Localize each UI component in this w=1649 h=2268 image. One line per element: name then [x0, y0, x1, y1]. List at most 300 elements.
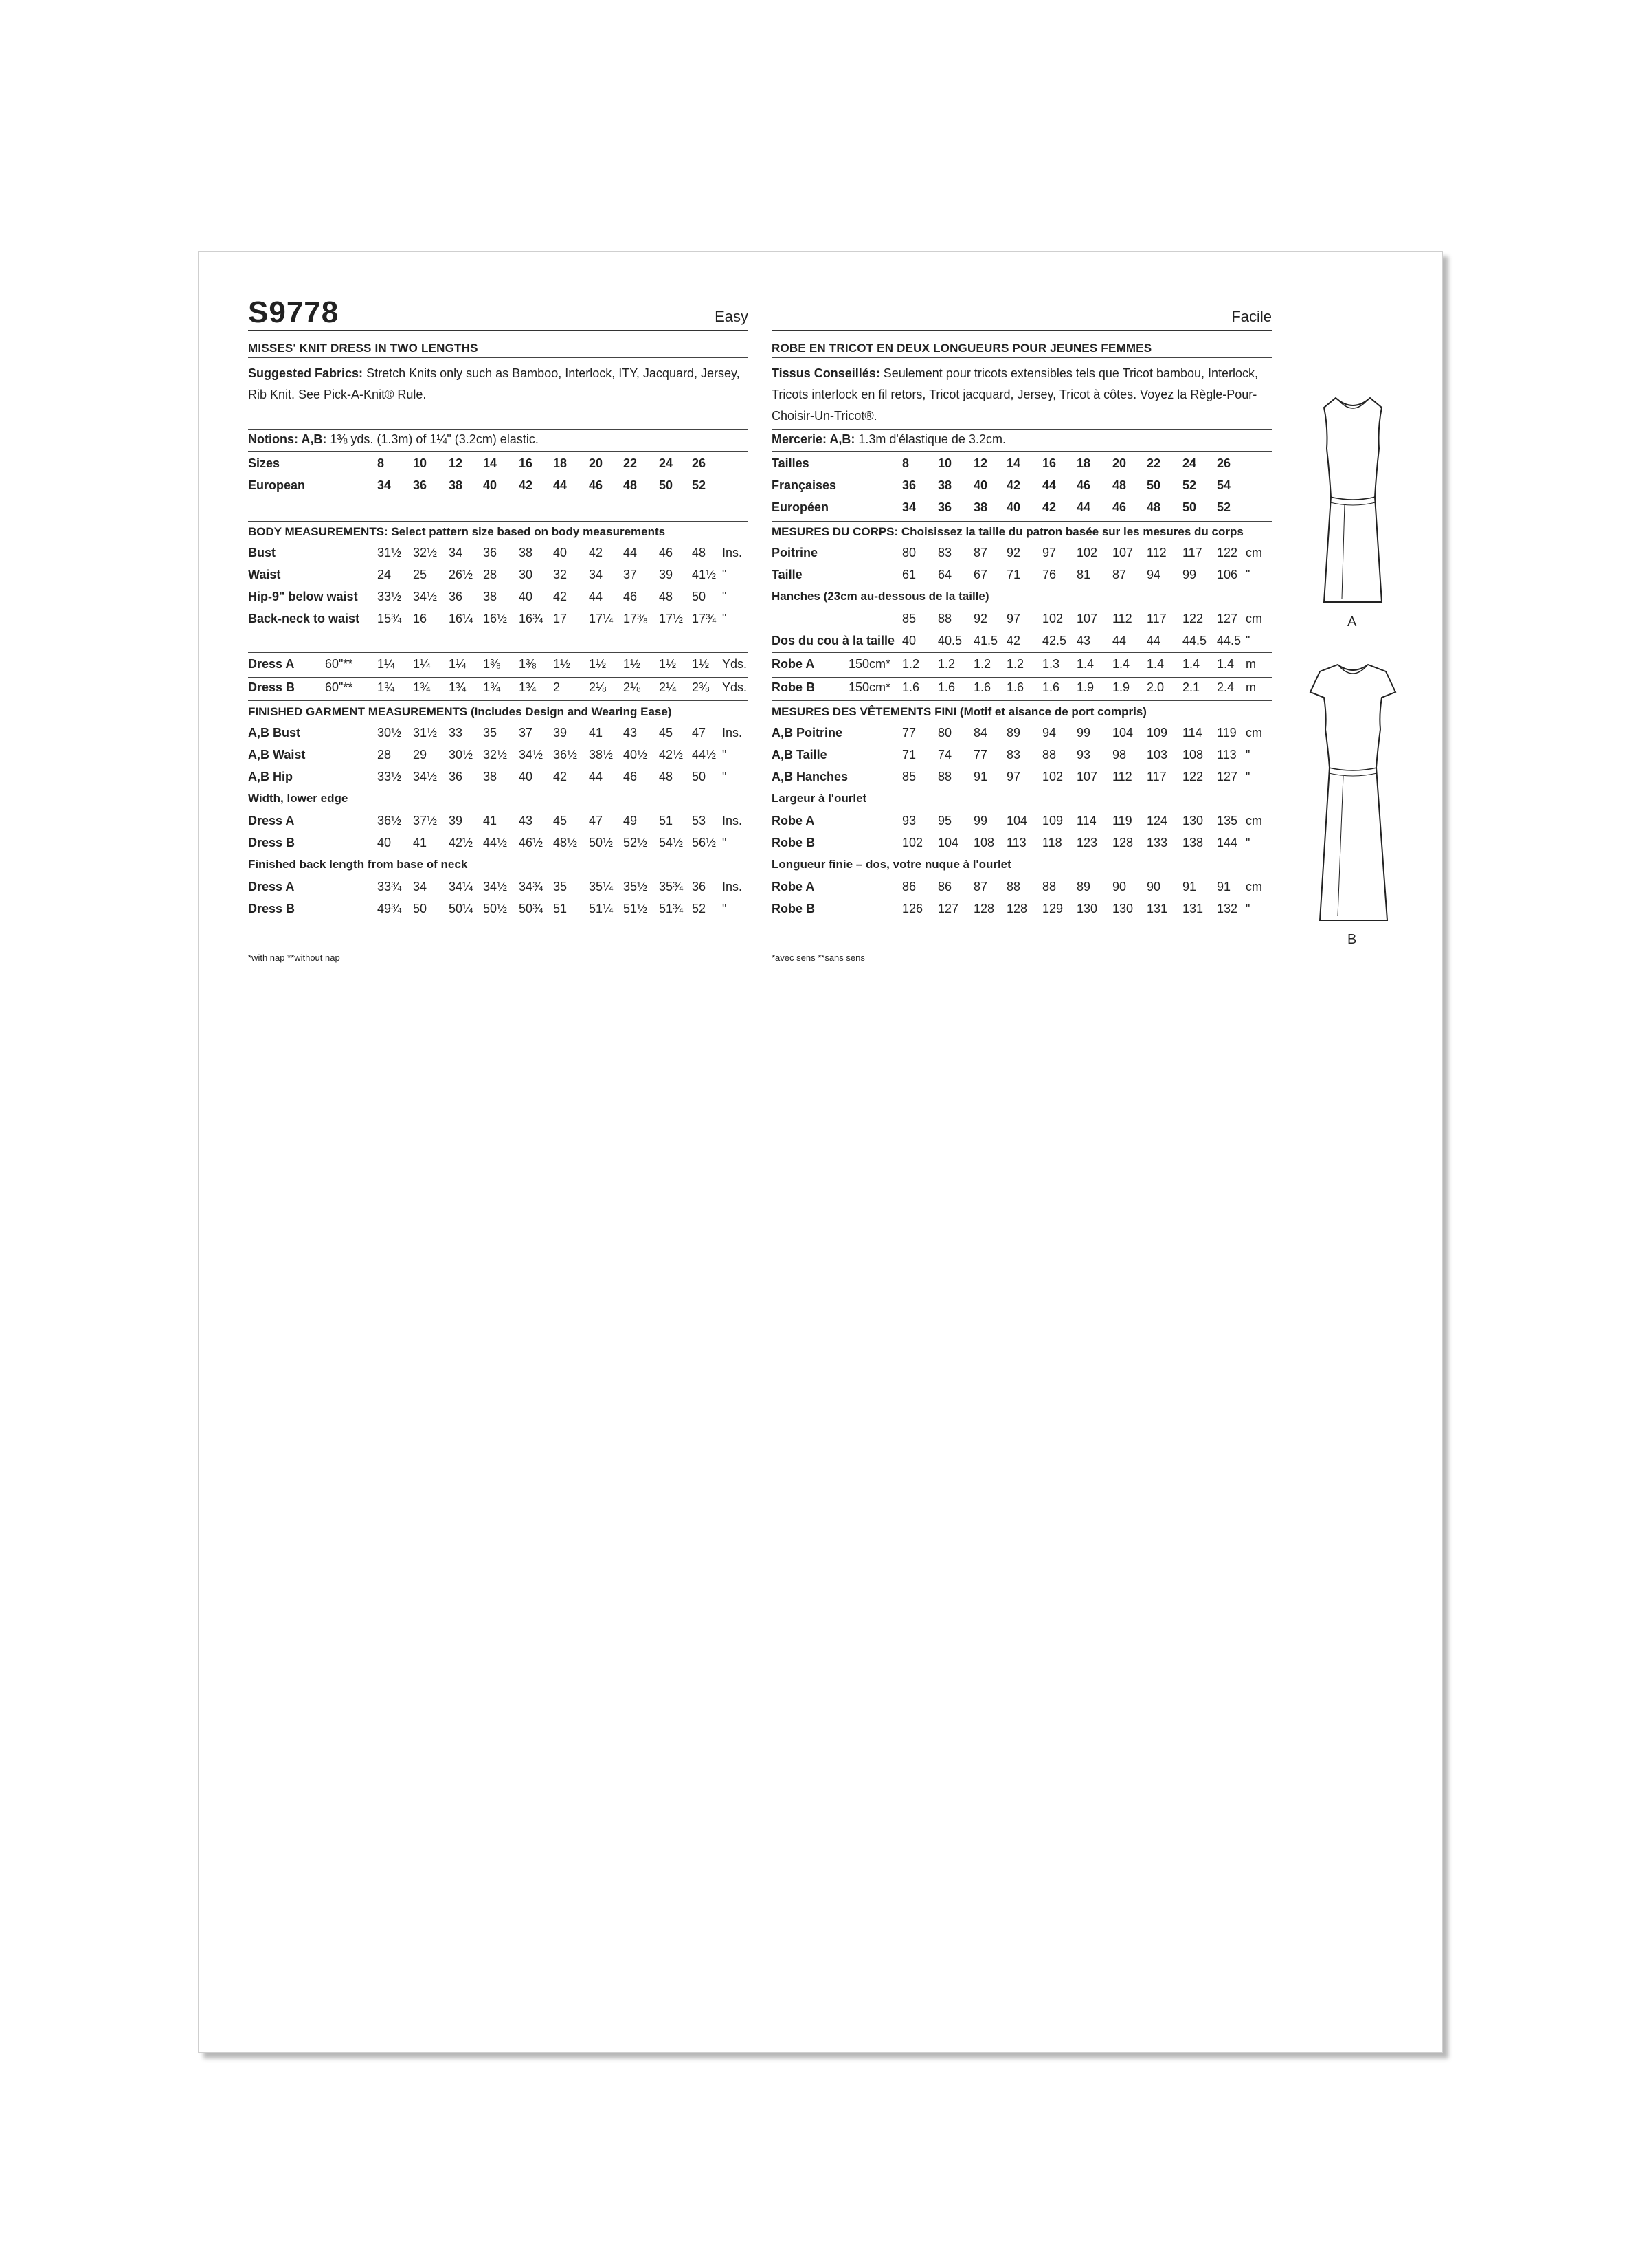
table-cell: 83: [1007, 748, 1021, 761]
notions-text: 1⅜ yds. (1.3m) of 1¼" (3.2cm) elastic.: [330, 432, 539, 446]
table-cell: 40: [553, 546, 568, 559]
table-cell: 2¼: [659, 680, 677, 694]
unit-label: ": [722, 902, 727, 915]
row-label: A,B Hip: [248, 770, 293, 783]
row-label: Waist: [248, 568, 281, 581]
pattern-code: S9778: [248, 296, 339, 329]
row-label: Robe B: [772, 680, 815, 694]
table-cell: 1.9: [1112, 680, 1130, 694]
table-cell: 112: [1147, 546, 1167, 559]
finished-measurements-heading: FINISHED GARMENT MEASUREMENTS (Includes Design and Wearing Ease): [248, 705, 672, 718]
table-cell: 44: [1042, 478, 1057, 492]
row-label: Françaises: [772, 478, 837, 492]
table-cell: 28: [377, 748, 392, 761]
table-cell: 119: [1217, 726, 1237, 740]
table-cell: 117: [1147, 770, 1167, 783]
table-cell: 88: [938, 612, 952, 625]
table-row: [248, 726, 748, 748]
table-cell: 8: [377, 456, 385, 470]
table-cell: 80: [902, 546, 917, 559]
row-label: Dress B: [248, 836, 295, 849]
table-cell: 32: [553, 568, 568, 581]
row-label: Tailles: [772, 456, 809, 470]
table-cell: 133: [1147, 836, 1168, 849]
unit-label: cm: [1246, 726, 1262, 740]
notions-text: 1.3m d'élastique de 3.2cm.: [858, 432, 1006, 446]
table-cell: 26½: [449, 568, 473, 581]
table-cell: 40: [974, 478, 988, 492]
table-cell: 34¾: [519, 880, 543, 893]
table-cell: 130: [1182, 814, 1204, 827]
table-row: [772, 726, 1272, 748]
table-cell: 87: [974, 546, 988, 559]
table-cell: 93: [902, 814, 917, 827]
table-cell: 45: [659, 726, 673, 740]
table-cell: 33: [449, 726, 463, 740]
table-cell: 32½: [413, 546, 438, 559]
row-label: European: [248, 478, 306, 492]
table-cell: 46: [1077, 478, 1091, 492]
table-cell: 54½: [659, 836, 684, 849]
row-label: Robe B: [772, 902, 815, 915]
table-cell: 135: [1217, 814, 1238, 827]
unit-label: m: [1246, 657, 1256, 671]
table-cell: 17: [553, 612, 568, 625]
table-cell: 131: [1182, 902, 1204, 915]
row-label: Robe A: [772, 814, 815, 827]
table-cell: 56½: [692, 836, 717, 849]
table-cell: 46: [659, 546, 673, 559]
table-cell: 129: [1042, 902, 1064, 915]
row-label: Robe A: [772, 880, 815, 893]
table-cell: 85: [902, 770, 917, 783]
table-cell: 18: [1077, 456, 1091, 470]
fabric-width: 150cm*: [849, 657, 891, 671]
unit-label: ": [1246, 836, 1250, 849]
unit-label: ": [1246, 770, 1250, 783]
body-measurements-heading: MESURES DU CORPS: Choisissez la taille du patron basée sur les mesures du corps: [772, 525, 1244, 538]
table-cell: 1.6: [974, 680, 991, 694]
table-cell: 102: [1077, 546, 1098, 559]
footnote: *with nap **without nap: [248, 953, 340, 963]
table-cell: 18: [553, 456, 568, 470]
row-label: Dress A: [248, 880, 295, 893]
table-cell: 34: [449, 546, 463, 559]
divider: [772, 652, 1272, 653]
table-cell: 40.5: [938, 634, 963, 647]
table-cell: 34: [377, 478, 392, 492]
table-cell: 38: [974, 500, 988, 514]
table-cell: 1¾: [519, 680, 537, 694]
length-heading: Finished back length from base of neck: [248, 858, 468, 871]
table-cell: 1.6: [1007, 680, 1024, 694]
table-cell: 37½: [413, 814, 438, 827]
table-cell: 50: [1182, 500, 1197, 514]
table-cell: 71: [1007, 568, 1021, 581]
table-cell: 50¼: [449, 902, 473, 915]
table-cell: 2⅛: [623, 680, 641, 694]
table-cell: 1.6: [938, 680, 956, 694]
table-cell: 48: [1147, 500, 1161, 514]
table-cell: 51¼: [589, 902, 614, 915]
table-cell: 83: [938, 546, 952, 559]
table-cell: 42½: [659, 748, 684, 761]
table-cell: 86: [938, 880, 952, 893]
divider: [772, 521, 1272, 522]
table-cell: 36: [483, 546, 497, 559]
width-heading: Width, lower edge: [248, 792, 348, 805]
table-cell: 34½: [413, 770, 438, 783]
table-cell: 122: [1217, 546, 1238, 559]
table-cell: 24: [659, 456, 673, 470]
table-cell: 41: [483, 814, 497, 827]
divider: [248, 700, 748, 701]
table-cell: 51: [659, 814, 673, 827]
table-cell: 1⅜: [483, 657, 501, 671]
table-cell: 20: [589, 456, 603, 470]
table-cell: 44: [1077, 500, 1091, 514]
table-cell: 131: [1147, 902, 1168, 915]
table-cell: 1.9: [1077, 680, 1095, 694]
row-label: A,B Poitrine: [772, 726, 843, 740]
divider: [248, 451, 748, 452]
table-cell: 50½: [589, 836, 614, 849]
unit-label: Ins.: [722, 726, 743, 740]
table-cell: 109: [1042, 814, 1064, 827]
table-cell: 43: [1077, 634, 1091, 647]
table-cell: 36: [449, 770, 463, 783]
table-cell: 35: [553, 880, 568, 893]
view-b-label: B: [1347, 932, 1357, 947]
unit-label: ": [1246, 634, 1250, 647]
table-cell: 17½: [659, 612, 684, 625]
divider: [772, 700, 1272, 701]
unit-label: ": [722, 836, 727, 849]
unit-label: ": [722, 748, 727, 761]
table-cell: 1.3: [1042, 657, 1060, 671]
row-label: Robe A: [772, 657, 815, 671]
table-cell: 34½: [413, 590, 438, 603]
table-cell: 98: [1112, 748, 1127, 761]
view-a-label: A: [1347, 614, 1357, 630]
table-cell: 34: [902, 500, 917, 514]
table-cell: 104: [938, 836, 959, 849]
table-cell: 71: [902, 748, 917, 761]
table-row: [248, 612, 748, 634]
divider: [248, 677, 748, 678]
table-cell: 92: [974, 612, 988, 625]
table-cell: 36: [449, 590, 463, 603]
table-cell: 88: [1042, 748, 1057, 761]
skill-level: Easy: [715, 308, 748, 325]
table-cell: 1.2: [974, 657, 991, 671]
row-label: Dress A: [248, 657, 295, 671]
table-cell: 37: [519, 726, 533, 740]
fabrics-label: Suggested Fabrics:: [248, 366, 363, 380]
table-cell: 50½: [483, 902, 508, 915]
table-cell: 97: [1042, 546, 1057, 559]
row-label: Dress A: [248, 814, 295, 827]
table-cell: 99: [1182, 568, 1197, 581]
table-cell: 107: [1077, 612, 1098, 625]
table-cell: 47: [589, 814, 603, 827]
table-cell: 90: [1147, 880, 1161, 893]
table-cell: 102: [1042, 612, 1064, 625]
table-cell: 16½: [483, 612, 508, 625]
table-cell: 67: [974, 568, 988, 581]
size-row: [772, 456, 1272, 478]
table-cell: 44: [1147, 634, 1161, 647]
table-cell: 44: [589, 590, 603, 603]
table-cell: 52: [1182, 478, 1197, 492]
table-cell: 126: [902, 902, 923, 915]
table-cell: 91: [974, 770, 988, 783]
unit-label: cm: [1246, 612, 1262, 625]
table-row: [248, 902, 748, 924]
table-row: [772, 880, 1272, 902]
table-cell: 35¾: [659, 880, 684, 893]
table-cell: 97: [1007, 612, 1021, 625]
unit-label: Ins.: [722, 814, 743, 827]
row-label: Poitrine: [772, 546, 818, 559]
divider: [248, 429, 748, 430]
table-cell: 35¼: [589, 880, 614, 893]
table-cell: 130: [1077, 902, 1098, 915]
table-cell: 38: [483, 590, 497, 603]
table-cell: 118: [1042, 836, 1062, 849]
table-cell: 119: [1112, 814, 1132, 827]
table-cell: 1.4: [1217, 657, 1235, 671]
notions-label: Mercerie: A,B:: [772, 432, 855, 446]
table-cell: 2.0: [1147, 680, 1165, 694]
divider: [248, 652, 748, 653]
table-cell: 51½: [623, 902, 648, 915]
view-b-sketch: [1298, 660, 1408, 929]
table-cell: 50: [692, 590, 706, 603]
table-cell: 1½: [589, 657, 607, 671]
table-cell: 130: [1112, 902, 1134, 915]
yardage-row: [772, 657, 1272, 679]
table-row: [772, 568, 1272, 590]
table-cell: 1½: [623, 657, 641, 671]
table-cell: 46: [623, 770, 638, 783]
table-cell: 127: [938, 902, 959, 915]
table-cell: 2: [553, 680, 561, 694]
table-cell: 42: [553, 590, 568, 603]
unit-label: Ins.: [722, 546, 743, 559]
table-cell: 104: [1007, 814, 1028, 827]
table-cell: 34: [413, 880, 427, 893]
table-cell: 107: [1112, 546, 1134, 559]
table-cell: 40: [483, 478, 497, 492]
table-cell: 122: [1182, 612, 1204, 625]
table-cell: 42: [1007, 478, 1021, 492]
table-cell: 106: [1217, 568, 1238, 581]
size-row: [772, 500, 1272, 522]
table-cell: 89: [1077, 880, 1091, 893]
table-cell: 77: [974, 748, 988, 761]
table-cell: 52: [1217, 500, 1231, 514]
table-cell: 48½: [553, 836, 578, 849]
table-cell: 29: [413, 748, 427, 761]
table-cell: 92: [1007, 546, 1021, 559]
table-cell: 42: [1007, 634, 1021, 647]
table-cell: 34½: [519, 748, 543, 761]
table-cell: 77: [902, 726, 917, 740]
row-label: A,B Bust: [248, 726, 300, 740]
yardage-row: [772, 680, 1272, 702]
unit-label: Yds.: [722, 657, 748, 671]
table-cell: 39: [659, 568, 673, 581]
table-cell: 1.2: [1007, 657, 1024, 671]
table-cell: 44½: [692, 748, 717, 761]
table-cell: 103: [1147, 748, 1168, 761]
table-cell: 1¾: [483, 680, 501, 694]
table-cell: 114: [1182, 726, 1202, 740]
table-cell: 1.2: [902, 657, 920, 671]
table-cell: 42: [1042, 500, 1057, 514]
table-cell: 28: [483, 568, 497, 581]
table-cell: 44: [553, 478, 568, 492]
row-label: Dress B: [248, 902, 295, 915]
table-row: [772, 770, 1272, 792]
table-cell: 48: [692, 546, 706, 559]
table-cell: 128: [1007, 902, 1028, 915]
table-cell: 40: [1007, 500, 1021, 514]
table-cell: 112: [1112, 612, 1132, 625]
table-row: [248, 590, 748, 612]
fabric-width: 150cm*: [849, 680, 891, 694]
table-cell: 117: [1147, 612, 1167, 625]
divider: [248, 357, 748, 358]
table-cell: 17¼: [589, 612, 614, 625]
table-cell: 30½: [449, 748, 473, 761]
table-row: [772, 902, 1272, 924]
table-cell: 51¾: [659, 902, 684, 915]
row-label: Taille: [772, 568, 803, 581]
table-cell: 2⅛: [589, 680, 607, 694]
table-cell: 37: [623, 568, 638, 581]
width-heading: Largeur à l'ourlet: [772, 792, 867, 805]
table-cell: 22: [1147, 456, 1161, 470]
table-cell: 138: [1182, 836, 1204, 849]
table-cell: 12: [974, 456, 988, 470]
table-cell: 44.5: [1217, 634, 1242, 647]
table-cell: 26: [692, 456, 706, 470]
row-label: Sizes: [248, 456, 280, 470]
table-cell: 38: [519, 546, 533, 559]
table-cell: 34¼: [449, 880, 473, 893]
table-cell: 44: [589, 770, 603, 783]
pattern-title: MISSES' KNIT DRESS IN TWO LENGTHS: [248, 342, 478, 355]
table-cell: 20: [1112, 456, 1127, 470]
table-cell: 99: [1077, 726, 1091, 740]
table-row: [248, 568, 748, 590]
table-cell: 74: [938, 748, 952, 761]
unit-label: ": [1246, 902, 1250, 915]
table-row: [772, 814, 1272, 836]
table-row: [248, 546, 748, 568]
table-cell: 2.1: [1182, 680, 1200, 694]
table-cell: 10: [938, 456, 952, 470]
table-cell: 95: [938, 814, 952, 827]
divider: [248, 521, 748, 522]
table-cell: 15¾: [377, 612, 402, 625]
row-label: A,B Taille: [772, 748, 827, 761]
unit-label: ": [722, 770, 727, 783]
table-cell: 38½: [589, 748, 614, 761]
table-row: [772, 546, 1272, 568]
table-cell: 33½: [377, 590, 402, 603]
table-cell: 31½: [413, 726, 438, 740]
table-cell: 1.4: [1182, 657, 1200, 671]
table-cell: 88: [1007, 880, 1021, 893]
row-label: Européen: [772, 500, 829, 514]
unit-label: Ins.: [722, 880, 743, 893]
table-cell: 33¾: [377, 880, 402, 893]
unit-label: cm: [1246, 546, 1262, 559]
notions-label: Notions: A,B:: [248, 432, 327, 446]
table-cell: 50: [1147, 478, 1161, 492]
table-cell: 102: [1042, 770, 1064, 783]
divider: [772, 429, 1272, 430]
table-cell: 61: [902, 568, 917, 581]
view-a-sketch: [1305, 392, 1401, 612]
table-cell: 52½: [623, 836, 648, 849]
table-cell: 122: [1182, 770, 1204, 783]
table-cell: 41.5: [974, 634, 998, 647]
table-row: [248, 836, 748, 858]
table-cell: 43: [519, 814, 533, 827]
table-row: [772, 836, 1272, 858]
table-cell: 1¼: [413, 657, 431, 671]
table-cell: 32½: [483, 748, 508, 761]
table-cell: 128: [1112, 836, 1134, 849]
table-cell: 64: [938, 568, 952, 581]
table-cell: 17¾: [692, 612, 717, 625]
table-cell: 1.6: [902, 680, 920, 694]
table-cell: 91: [1217, 880, 1231, 893]
table-cell: 30: [519, 568, 533, 581]
table-cell: 1.4: [1077, 657, 1095, 671]
divider: [248, 330, 748, 331]
table-cell: 40: [519, 590, 533, 603]
table-cell: 48: [1112, 478, 1127, 492]
table-cell: 52: [692, 478, 706, 492]
table-cell: 1½: [553, 657, 571, 671]
table-row: [248, 880, 748, 902]
table-cell: 44: [1112, 634, 1127, 647]
row-label: A,B Hanches: [772, 770, 849, 783]
unit-label: m: [1246, 680, 1256, 694]
divider: [772, 677, 1272, 678]
table-cell: 88: [938, 770, 952, 783]
table-cell: 89: [1007, 726, 1021, 740]
skill-level: Facile: [1231, 308, 1272, 325]
row-label: Back-neck to waist: [248, 612, 360, 625]
table-cell: 94: [1042, 726, 1057, 740]
table-cell: 48: [623, 478, 638, 492]
table-cell: 41½: [692, 568, 717, 581]
size-row: [248, 478, 748, 500]
row-label: A,B Waist: [248, 748, 306, 761]
table-cell: 39: [553, 726, 568, 740]
table-cell: 42.5: [1042, 634, 1067, 647]
fabric-width: 60"**: [325, 680, 353, 694]
finished-measurements-heading: MESURES DES VÊTEMENTS FINI (Motif et aisance de port compris): [772, 705, 1147, 718]
table-cell: 127: [1217, 770, 1238, 783]
notions: [248, 432, 539, 447]
